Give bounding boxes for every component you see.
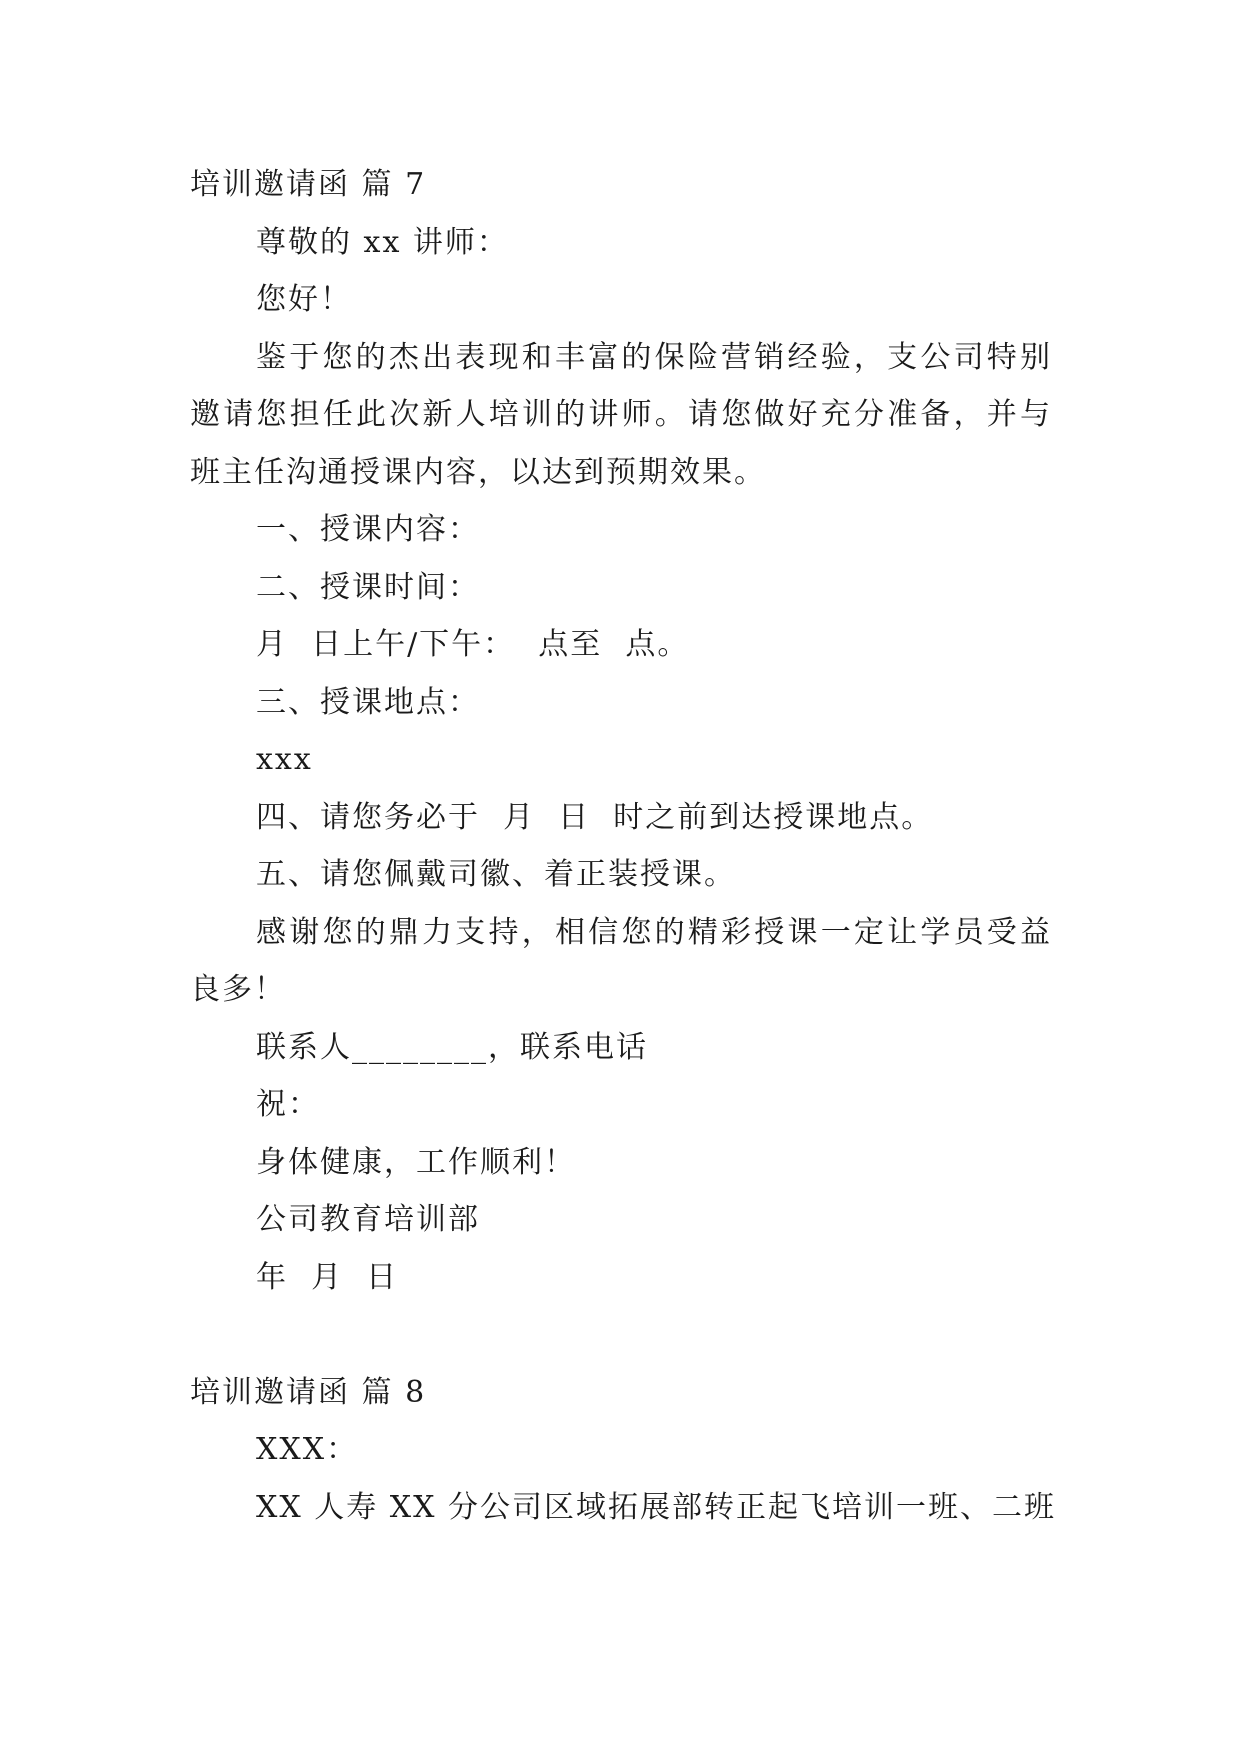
wish-label: 祝： [256,1087,320,1122]
signature: 公司教育培训部 [256,1202,480,1237]
paragraph-line: 鉴于您的杰出表现和丰富的保险营销经验，支公司特别 [256,340,1052,375]
section-8-title: 培训邀请函 篇 8 [190,1375,427,1410]
paragraph-line: XX 人寿 XX 分公司区域拓展部转正起飞培训一班、二班 [256,1490,1057,1525]
list-item: 二、授课时间： [256,570,480,605]
greeting: 您好！ [256,282,352,317]
salutation: XXX： [256,1432,359,1467]
thanks-line: 感谢您的鼎力支持，相信您的精彩授课一定让学员受益 [256,915,1052,950]
paragraph-line: 邀请您担任此次新人培训的讲师。请您做好充分准备，并与 [190,397,1052,432]
wish-text: 身体健康，工作顺利！ [256,1145,576,1180]
list-item: 一、授课内容： [256,512,480,547]
paragraph-line: 班主任沟通授课内容，以达到预期效果。 [190,455,766,490]
section-7-title: 培训邀请函 篇 7 [190,167,427,202]
time-line: 月 日上午/下午： 点至 点。 [256,627,690,662]
list-item: 五、请您佩戴司徽、着正装授课。 [256,857,736,892]
salutation: 尊敬的 xx 讲师： [256,225,509,260]
location-text: xxx [256,742,313,777]
thanks-line: 良多！ [190,972,286,1007]
date-line: 年 月 日 [256,1260,399,1295]
list-item: 三、授课地点： [256,685,480,720]
list-item: 四、请您务必于 月 日 时之前到达授课地点。 [256,800,934,835]
contact-line: 联系人________，联系电话 [256,1030,648,1065]
